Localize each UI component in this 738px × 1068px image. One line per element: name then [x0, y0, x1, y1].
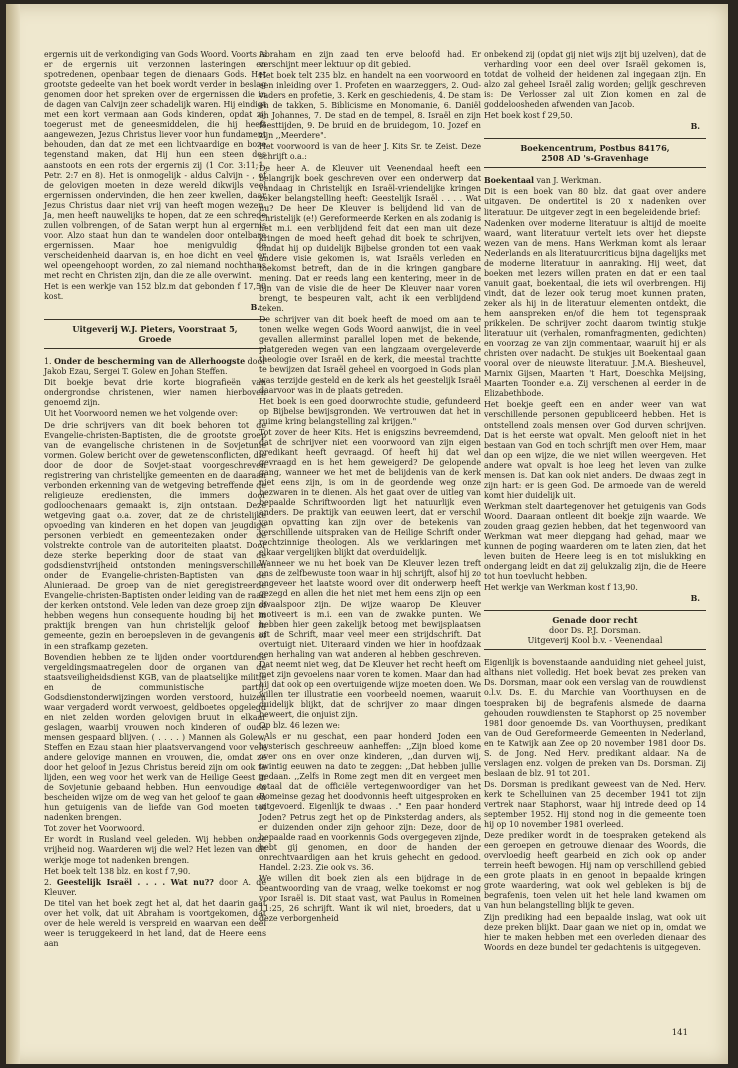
- paragraph: Deze prediker wordt in de toespraken getekend als een geroepen en getrouwe dienaar des Woords, die overvloedig heeft gearbeid en zich ook op ander terrein heeft bewogen. Hij nam op verschillend gebied een grote plaats in en genoot in bepaalde kringen grote waardering, wat ook wel gebleken is bij de begrafenis, toen velen uit het hele land kwamen om van hun belangstelling blijk te geven.: [484, 831, 706, 911]
- paragraph: ergernis uit de verkondiging van Gods Woord. Voorts is er de ergernis uit verzonnen lasteringen en spotredenen, openbaar tegen de dienaars Gods. Het grootste gedeelte van het boek wordt verder in beslag genomen door het spreken over de ergernissen die in de dagen van Calvijn zeer schadelijk waren. Hij eindigt met een kort vermaan aan Gods kinderen, opdat zij toegerust met de geneesmiddelen, die hij heeft aangewezen, Jezus Christus liever voor hun fundament behouden, dan dat ze met een lichtvaardige en boze tegenstand maken, dat Hij hun een steen des aanstoots en een rots der ergernis zij (1 Cor. 3:11;1, Petr. 2:7 en 8). Het is onmogelijk - aldus Calvijn - , of de gelovigen moeten in deze wereld dikwijls veel ergernissen ondervinden, die hen zeer kwellen, daar Jezus Christus daar niet vrij van heeft mogen wezen. Ja, men heeft nauwelijks te hopen, dat ze een schrede zullen volbrengen, of de Satan werpt hun al ergernis voor. Alzo staat hun dan te wandelen door ontelbare ergernissen. Maar hoe menigvuldig de verscheidenheid daarvan is, en hoe dicht en veel er wel opeengehoopt worden, zo zal niemand nochthans met recht en Christen zijn, dan die ze alle overwint.: [44, 50, 266, 281]
- paragraph: Ds. Dorsman is predikant geweest van de Ned. Herv. kerk te Schelluinen van 25 december 1941 tot zijn vertrek naar Staphorst, waar hij intrede deed op 14 september 1952. Hij stond nog in die gemeente toen hij op 10 november 1981 overleed.: [484, 779, 706, 830]
- column-right: [484, 50, 706, 954]
- paragraph: Dit is een boek van 80 blz. dat gaat over andere uitgaven. De ondertitel is 20 x nadenken over literatuur. De uitgever zegt in een begeleidende brief:: [484, 187, 706, 217]
- paragraph: Dit boekje bevat drie korte biografieën van ondergrondse christenen, wier namen hierboven genoemd zijn.: [44, 378, 266, 408]
- book-author: door Ds. P.J. Dorsman.: [548, 625, 642, 636]
- publisher-name: Uitgeverij W.J. Pieters, Voorstraat 5,: [72, 324, 238, 335]
- book-publisher: Uitgeverij Kool b.v. - Veenendaal: [527, 635, 663, 646]
- publisher-city: Groede: [138, 334, 172, 345]
- paragraph: Het werkje van Werkman kost f 13,90.: [484, 583, 638, 593]
- paragraph: De schrijver van dit boek heeft de moed om aan te tonen welke wegen Gods Woord aanwijst, die in veel gevallen allerminst parallel lopen met de bekende, platgereden wegen van een langzaam overgeleverde theologie over Israël en de kerk, die meestal trachtte te bewijzen dat Israël geheel en voorgoed in Gods plan was terzijde gesteld en de kerk als het geestelijk Israël daarvoor was in de plaats getreden.: [259, 315, 481, 395]
- paragraph: Op blz. 46 lezen we:: [259, 721, 341, 731]
- paragraph: Tot zover de heer Kits. Het is enigszins bevreemdend, dat de schrijver niet een voorwoord van zijn eigen predikant heeft gevraagd. Of heeft hij dat wel gevraagd en is het hem geweigerd? De gelopende gang, wanneer we het met de belijdenis van de kerk niet eens zijn, is om in de geordende weg onze bezwaren in te dienen. Als het gaat over de uitleg van bepaalde Schriftwoorden ligt het natuurlijk even anders. De praktijk van eeuwen leert, dat er verschil van opvatting kan zijn over de betekenis van verschillende uitspraken van de Heilige Schrift onder rechtzinnige theologen. Als we verklaringen met elkaar vergelijken blijkt dat overduidelijk.: [259, 427, 481, 558]
- review-heading: [44, 878, 266, 898]
- reviewer-initial: B.: [250, 303, 260, 313]
- paragraph: Werkman stelt daartegenover het getuigenis van Gods Woord. Daaraan ontleent dit boekje zijn waarde. We zouden graag gezien hebben, dat het tegenwoord van Werkman wat meer diepgang had gehad, maar we kunnen de poging waarderen om te laten zien, dat het leven buiten de Heere leeg is en tot mislukking en ondergang leidt en dat zij gelukzalig zijn, die de Heere tot hun toevlucht hebben.: [484, 501, 706, 582]
- book-authors: van J. Werkman.: [534, 176, 602, 186]
- paragraph: ,,Als er nu geschat, een paar honderd Joden een hysterisch geschreeuw aanheffen: ,,Zijn bloed kome over ons en over onze kinderen, ,,dan durven wij, twintig eeuwen na dato te zeggen: ,,Dat hebben jullie gedaan. ,,Zelfs in Rome zegt men dit en vergeet men totaal dat de officiële vertegenwoordiger van het Romeinse gezag het doodvonnis heeft uitgesproken en uitgevoerd. Eigenlijk te dwaas . ." Een paar honderd Joden? Petrus zegt het op de Pinksterdag anders, als er duizenden onder zijn gehoor zijn: Deze, door de bepaalde raad en voorkennis Gods overgegeven zijnde, hebt gij genomen, en door de handen der onrechtvaardigen aan het kruis gehecht en gedood. Handel. 2:23. Zie ook vs. 36.: [259, 732, 481, 872]
- paragraph: Abraham en zijn zaad ten erve beloofd had. Er verschijnt meer lektuur op dit gebied.: [259, 50, 481, 70]
- paragraph: Nadenken over moderne literatuur is altijd de moeite waard, want literatuur vertelt iets over het diepste wezen van de mens. Hans Werkman komt als leraar Nederlands en als literatuurcriticus bijna dagelijks met de moderne literatuur in aanraking. Hij weet, dat boeken met lezers willen praten en dat er een taal vanuit gaat, boekentaal, die iets wil overbrengen. Hij vindt, dat de lezer ook terug moet kunnen praten, zeker als hij in de literatuur elementen ontdekt, die hem aanspreken en/of die hem tot tegenspraak prikkelen. De schrijver zocht daarom twintig stukje literatuur uit (verhalen, romanfragmenten, gedichten) en voorzag ze van zijn commentaar, waaruit hij er als christen over nadacht. De stukjes uit Boekentaal gaan vooral over de nieuwste literatuur. J.M.A. Biesheuvel, Marnix Gijsen, Maarten 't Hart, Doeschka Meijsing, Maarten Toonder e.a. Zij verschenen al eerder in de Elizabethbode.: [484, 218, 706, 399]
- paragraph: Wanneer we nu het boek van De Kleuver lezen treft ons de zelfbewuste toon waar in hij schrijft, alsof hij zo ongeveer het laatste woord over dit onderwerp heeft gezegd en allen die het niet met hem eens zijn op een dwaalspoor zijn. De wijze waarop De Kleuver motiveert is m.i. een van de zwakke punten. We hebben hier geen zakelijk betoog met bewijsplaatsen uit de Schrift, maar veel meer een strijdschrift. Dat overtuigt niet. Uiteraard vinden we hier in hoofdzaak een herhaling van wat anderen al hebben geschreven. Dat neemt niet weg, dat De Kleuver het recht heeft om met zijn gevoelens naar voren te komen. Maar dan had hij dat ook op een overtuigende wijze moeten doen. We willen ter illustratie een voorbeeld noemen, waaruit duidelijk blijkt, dat de schrijver zo maar dingen beweert, die onjuist zijn.: [259, 559, 481, 720]
- paragraph: Tot zover het Voorwoord.: [44, 824, 145, 834]
- book-title: Onder de bescherming van de Allerhoogste: [54, 357, 246, 367]
- page-number: 141: [671, 1028, 688, 1038]
- paragraph: De heer A. de Kleuver uit Veenendaal heeft een belangrijk boek geschreven over een onderwerp dat vandaag in Christelijk en Israël-vriendelijke kringen zeker belangstelling heeft: Geestelijk Israël . . . . Wat nu? De heer De Kleuver is belijdend lid van de Christelijk (e!) Gereformeerde Kerken en als zodanig is het m.i. een verblijdend feit dat een man uit deze kringen de moed heeft gehad dit boek te schrijven, omdat hij op duidelijk Bijbelse gronden tot een vaak andere visie gekomen is, wat Israëls verleden en toekomst betreft, dan de in die kringen gangbare mening. Dat er reeds lang een kentering, meer in de lijn van de visie die de heer De Kleuver naar voren brengt, te bespeuren valt, acht ik een verblijdend teken.: [259, 163, 481, 314]
- paragraph: Eigenlijk is bovenstaande aanduiding niet geheel juist, althans niet volledig. Het boek bevat zes preken van Ds. Dorsman, maar ook een verslag van de rouwdienst o.l.v. Ds. E. du Marchie van Voorthuysen en de toespraken bij de begrafenis alsmede de daarna gehouden rouwdiensten te Staphorst op 25 november 1981 door genoemde Ds. van Voorthuysen, predikant van de Oud Gereformeerde Gemeenten in Nederland, en te Katwijk aan Zee op 20 november 1981 door Ds. S. de Jong. Ned Herv. predikant aldaar. Na de verslagen enz. volgen de preken van Ds. Dorsman. Zij beslaan de blz. 91 tot 201.: [484, 658, 706, 778]
- reviewer-initial: B.: [690, 594, 700, 604]
- book-authors: door A. de Kleuver.: [44, 877, 266, 897]
- paragraph: Het boek telt 235 blz. en handelt na een voorwoord en een inleiding over 1. Profeten en waarzeggers, 2. Oud-vaders en profetie, 3. Kerk en geschiedenis, 4. De stam en de takken, 5. Biblicisme en Monomanie, 6. Daniël en Johannes, 7. De stad en de tempel, 8. Israël en zijn feesttijden, 9. De bruid en de bruidegom, 10. Jozef en zijn ,,Meerdere".: [259, 71, 481, 141]
- paragraph: Het boekje geeft een en ander weer van wat verschillende personen gepubliceerd hebben. Het is ontstellend zoals mensen over God durven schrijven. Dat is het eerste wat opvalt. Men gelooft niet in het bestaan van God en toch schrijft men over Hem, maar dan op een wijze, die we niet willen weergeven. Het andere wat opvalt is hoe leeg het leven van zulke mensen is. Dat kan ook niet anders. De dwaas zegt in zijn hart: er is geen God. De armoede van de wereld komt hier duidelijk uit.: [484, 400, 706, 500]
- paragraph: Bovendien hebben ze te lijden onder voortdurende vergeldingsmaatregelen door de organen van de staatsveiligheidsdienst KGB, van de plaatselijke militie en de communistische partij. Godsdienstonderwijzingen worden verstoord, huizen waar vergaderd wordt verwoest, geldboetes opgelegd en niet zelden worden gelovigen bruut in elkaar geslagen, waarbij vrouwen noch kinderen of oude mensen gespaard blijven. ( . . . . ) Mannen als Golew, Steffen en Ezau staan hier plaatsvervangend voor vele andere gelovige mannen en vrouwen, die, omdat ze door het geloof in Jezus Christus bereid zijn om ook te lijden, een weg voor het werk van de Heilige Geest in de Sovjetunie gebaand hebben. Hun eenvoudige en bescheiden wijze om de weg van het geloof te gaan en hun getuigenis van de liefde van God moeten tot nadenken brengen.: [44, 652, 266, 823]
- publisher-header: [44, 319, 266, 349]
- reviewer-initial: B.: [690, 122, 700, 132]
- publisher-header: [484, 138, 706, 168]
- page-spine-shadow: [6, 4, 20, 1064]
- book-title: Genade door recht: [552, 615, 638, 626]
- paragraph: Uit het Voorwoord nemen we het volgende over:: [44, 409, 239, 419]
- paragraph: Het boek kost f 29,50.: [484, 111, 573, 121]
- paragraph: De titel van het boek zegt het al, dat het daarin gaat over het volk, dat uit Abraham is voortgekomen, dat over de hele wereld is verspreid en waarvan een deel weer is teruggekeerd in het land, dat de Heere eens aan: [44, 898, 266, 948]
- book-authors: door Jakob Ezau, Sergei T. Golew en Johan Steffen.: [44, 357, 266, 377]
- publisher-name: Boekencentrum, Postbus 84176,: [520, 143, 670, 154]
- paragraph: De drie schrijvers van dit boek behoren tot de Evangelie-christen-Baptisten, die de grootste groep van de evangelische christenen in de Sovjetunie vormen. Golew bericht over de gewetensconflicten, die door de door de Sovjet-staat voorgeschreven registrering van christelijke gemeenten en de daaraan verbonden erkenning van de wetgeving betreffende de religieuze erediensten, die immers door godloochenaars gemaakt is, zijn ontstaan. Deze wetgeving gaat o.a. zover, dat ze de christelijke opvoeding van kinderen en het dopen van jeugdige personen verbiedt en gemeentezaken onder de volstrekte controle van de autoriteiten plaatst. Door deze sterke beperking door de staat van de godsdienstvrijheid ontstonden meningsverschillen onder de Evangelie-christen-Baptisten van de Alunieraad. De groep van de niet geregistreerde Evangelie-christen-Baptisten onder leiding van de raad der kerken ontstond. Vele leden van deze groep zijn of hebben wegens hun consequente houding bij het in praktijk brengen van hun christelijk geloof in gemeente, gezin en beroepsleven in de gevangenis of in een strafkamp gezeten.: [44, 420, 266, 651]
- paragraph: onbekend zij (opdat gij niet wijs zijt bij uzelven), dat de verharding voor een deel over Israël gekomen is, totdat de volheid der heidenen zal ingegaan zijn. En alzo zal geheel Israël zalig worden; gelijk geschreven is: De Verlosser zal uit Zion komen en zal de goddeloosheden afwenden van Jacob.: [484, 50, 706, 110]
- paragraph: Er wordt in Rusland veel geleden. Wij hebben onze vrijheid nog. Waarderen wij die wel? Het lezen van dit werkje moge tot nadenken brengen.: [44, 835, 266, 865]
- paragraph: Het boek is een goed doorwrochte studie, gefundeerd op Bijbelse bewijsgronden. We vertrouwen dat het in ruime kring belangstelling zal krijgen.": [259, 396, 481, 426]
- paragraph: Het boek telt 138 blz. en kost f 7,90.: [44, 866, 191, 876]
- column-left: [44, 50, 266, 950]
- book-title: Boekentaal: [484, 176, 535, 186]
- book-title: Geestelijk Israël . . . . Wat nu??: [56, 877, 214, 887]
- item-number: 1.: [44, 357, 52, 367]
- paragraph: Zijn prediking had een bepaalde inslag, wat ook uit deze preken blijkt. Daar gaan we niet op in, omdat we hier te maken hebben met een overleden dienaar des Woords en deze bundel ter gedachtenis is uitgegeven.: [484, 912, 706, 952]
- paragraph: Het voorwoord is van de heer J. Kits Sr. te Zeist. Deze schrijft o.a.:: [259, 142, 481, 162]
- item-number: 2.: [44, 877, 52, 887]
- paragraph: Het is een werkje van 152 blz.m dat gebonden f 17,50 kost.: [44, 282, 266, 302]
- review-heading: [484, 176, 706, 186]
- book-review-page: [6, 4, 728, 1064]
- paragraph: We willen dit boek zien als een bijdrage in de beantwoording van de vraag, welke toekomst er nog voor Israël is. Dit staat vast, wat Paulus in Romeinen 11:25, 26 schrijft. Want ik wil niet, broeders, dat u deze verborgenheid: [259, 873, 481, 923]
- publisher-address: 2508 AD 's-Gravenhage: [541, 153, 649, 164]
- book-header: [484, 610, 706, 650]
- review-heading: [44, 357, 266, 377]
- column-middle: [259, 50, 481, 925]
